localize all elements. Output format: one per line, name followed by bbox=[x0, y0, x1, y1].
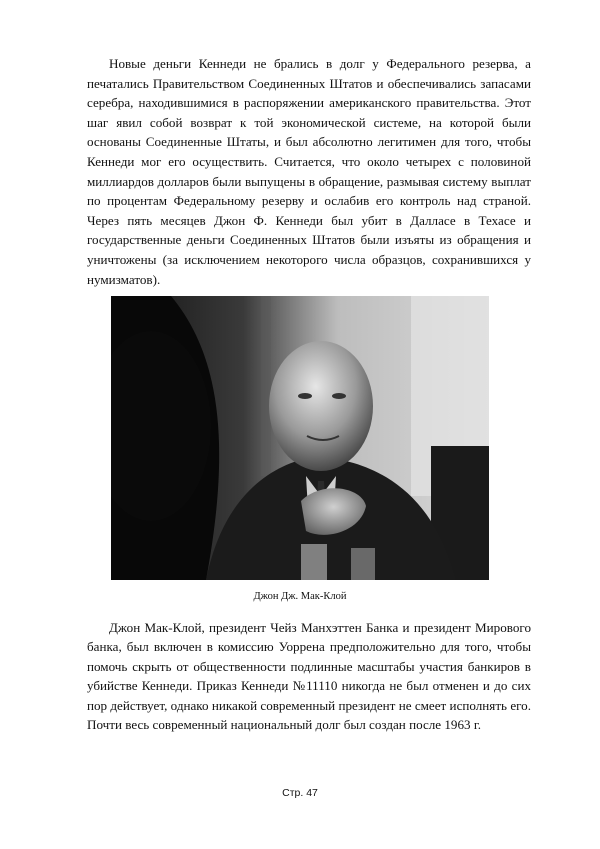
body-paragraph-2: Джон Мак-Клой, президент Чейз Манхэттен Банка и президент Мирового банка, был включен в комиссию Уоррена предположительно для того, чтобы помочь скрыть от общественности подлинные масштабы участия банкиров в убийстве Кеннеди. Приказ Кеннеди №11110 никогда не был отменен и до сих пор действует, однако никакой современный президент не смеет исполнять его. Почти весь современный национальный долг был создан после 1963 г. bbox=[87, 620, 531, 733]
photo-caption: Джон Дж. Мак-Клой bbox=[253, 591, 347, 602]
page-number: Стр. 47 bbox=[282, 787, 318, 799]
body-paragraph-1: Новые деньги Кеннеди не брались в долг у Федерального резерва, а печатались Правительством Соединенных Штатов и обеспечивались запасами серебра, находившимися в распоряжении американского правительства. Этот шаг явил собой возврат к той экономической системе, на которой были основаны Соединенные Штаты, и был абсолютно легитимен для того, чтобы Кеннеди мог его осуществить. Считается, что около четырех с половиной миллиардов долларов были выпущены в обращение, размывая систему выплат по процентам Федеральному резерву и ослабив его контроль над страной. Через пять месяцев Джон Ф. Кеннеди был убит в Далласе в Техасе и государственные деньги Соединенных Штатов были изъяты из обращения и уничтожены (за исключением некоторого числа образцов, сохранившихся у нумизматов). bbox=[87, 56, 531, 287]
portrait-photo bbox=[111, 296, 489, 580]
